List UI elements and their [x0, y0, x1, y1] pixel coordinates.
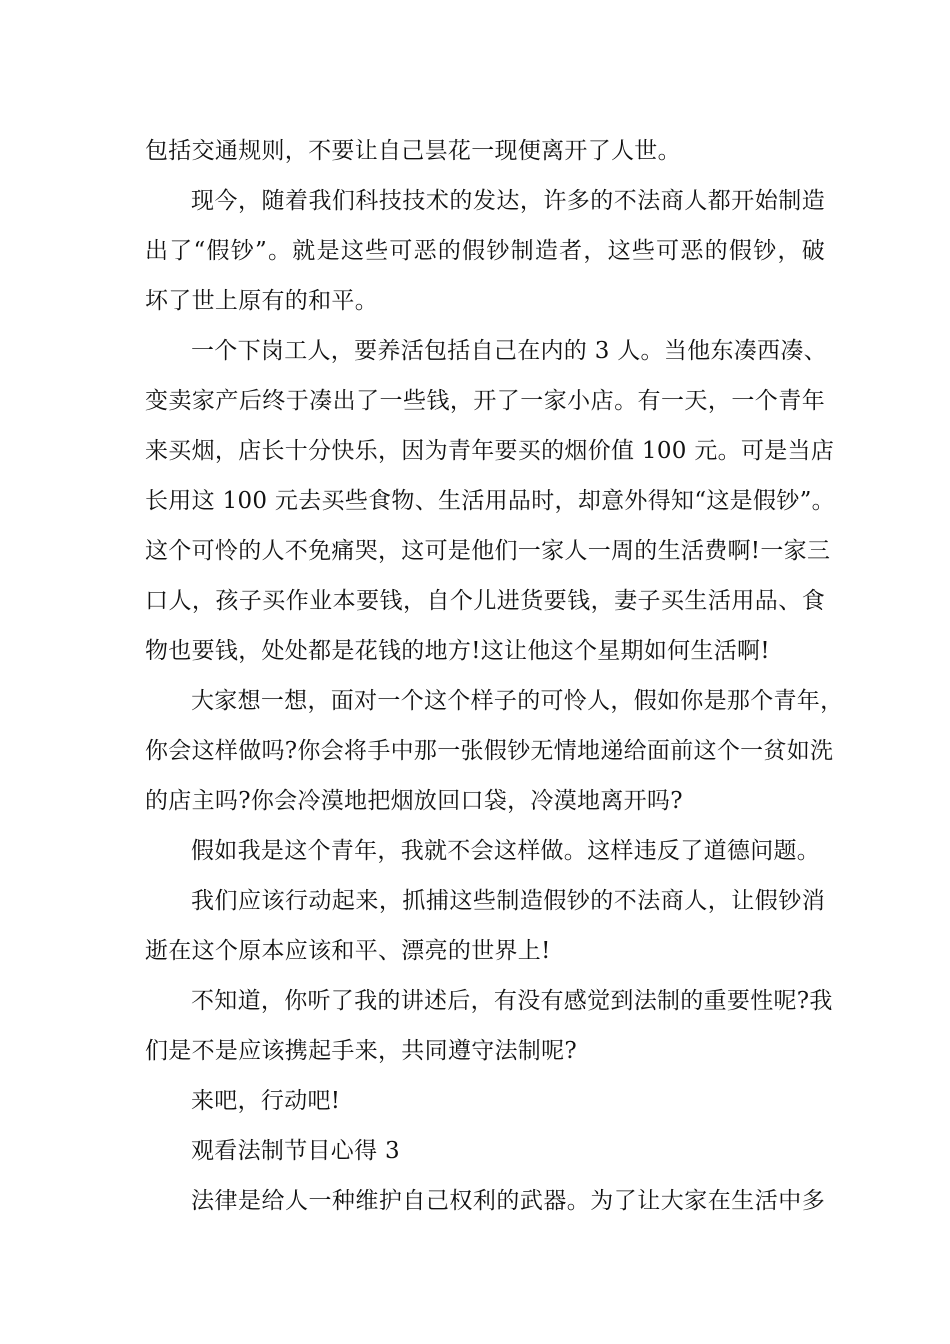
text-line: 来吧，行动吧!	[191, 1088, 341, 1114]
text-line: 不知道，你听了我的讲述后，有没有感觉到法制的重要性呢?我	[191, 988, 833, 1014]
text-line: 变卖家产后终于凑出了一些钱，开了一家小店。有一天，一个青年	[145, 388, 825, 414]
text-line: 这个可怜的人不免痛哭，这可是他们一家人一周的生活费啊!一家三	[145, 538, 831, 564]
text-line: 口人，孩子买作业本要钱，自个儿进货要钱，妻子买生活用品、食	[145, 588, 825, 614]
text-line: 我们应该行动起来，抓捕这些制造假钞的不法商人，让假钞消	[191, 888, 825, 914]
text-line: 假如我是这个青年，我就不会这样做。这样违反了道德问题。	[191, 838, 821, 864]
text-line: 大家想一想，面对一个这个样子的可怜人，假如你是那个青年，	[191, 688, 844, 714]
text-line: 逝在这个原本应该和平、漂亮的世界上!	[145, 938, 551, 964]
section-heading: 观看法制节目心得 3	[191, 1138, 400, 1164]
text-line: 法律是给人一种维护自己权利的武器。为了让大家在生活中多	[191, 1188, 825, 1214]
text-line: 的店主吗?你会冷漠地把烟放回口袋，冷漠地离开吗?	[145, 788, 683, 814]
text-line: 现今，随着我们科技技术的发达，许多的不法商人都开始制造	[191, 188, 825, 214]
text-line: 包括交通规则，不要让自己昙花一现便离开了人世。	[145, 138, 681, 164]
text-line: 物也要钱，处处都是花钱的地方!这让他这个星期如何生活啊!	[145, 638, 770, 664]
text-line: 一个下岗工人，要养活包括自己在内的 3 人。当他东凑西凑、	[191, 338, 827, 364]
text-line: 你会这样做吗?你会将手中那一张假钞无情地递给面前这个一贫如洗	[145, 738, 834, 764]
text-line: 长用这 100 元去买些食物、生活用品时，却意外得知“这是假钞”。	[145, 488, 835, 514]
text-line: 们是不是应该携起手来，共同遵守法制呢?	[145, 1038, 578, 1064]
text-line: 坏了世上原有的和平。	[145, 288, 378, 314]
document-body	[145, 126, 844, 1226]
text-line: 出了“假钞”。就是这些可恶的假钞制造者，这些可恶的假钞，破	[145, 238, 825, 264]
text-line: 来买烟，店长十分快乐，因为青年要买的烟价值 100 元。可是当店	[145, 438, 835, 464]
